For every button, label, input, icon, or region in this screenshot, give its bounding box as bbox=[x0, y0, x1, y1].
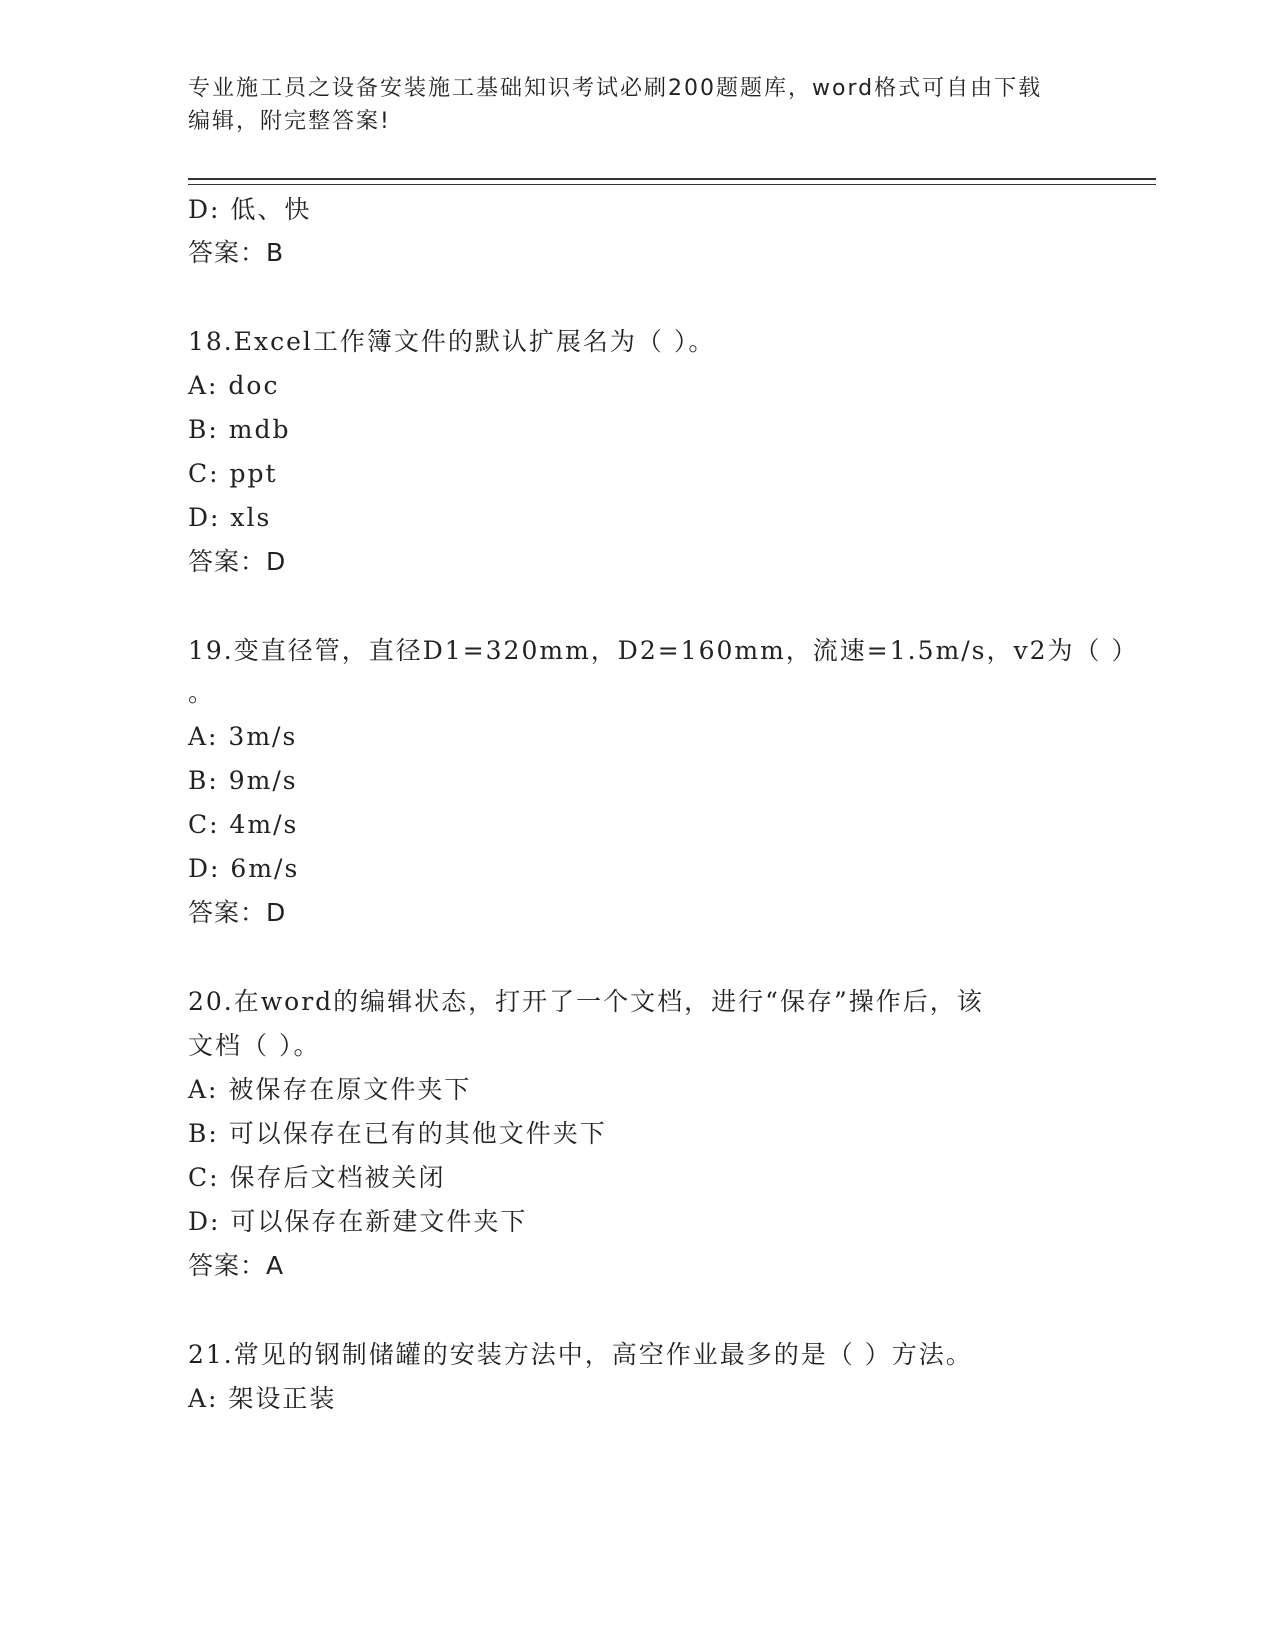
q18-question: 18.Excel工作簿文件的默认扩展名为（ ）。 bbox=[188, 327, 716, 356]
q18-option-a: A: doc bbox=[188, 371, 280, 400]
q20-question-line-1: 20.在word的编辑状态，打开了一个文档，进行“保存”操作后，该 bbox=[188, 987, 984, 1016]
q17-answer: 答案：B bbox=[188, 238, 285, 267]
q20-answer: 答案：A bbox=[188, 1251, 285, 1280]
q21-question: 21.常见的钢制储罐的安装方法中，高空作业最多的是（ ）方法。 bbox=[188, 1340, 973, 1369]
header-divider-thin bbox=[188, 184, 1156, 185]
q19-option-c: C: 4m/s bbox=[188, 810, 299, 839]
q20-question-line-2: 文档（ ）。 bbox=[188, 1031, 321, 1060]
q20-option-d: D: 可以保存在新建文件夹下 bbox=[188, 1207, 528, 1236]
q18-option-c: C: ppt bbox=[188, 459, 278, 488]
q19-question-line-2: 。 bbox=[188, 678, 216, 707]
header-title-line-2: 编辑，附完整答案! bbox=[188, 109, 391, 134]
q19-option-d: D: 6m/s bbox=[188, 854, 300, 883]
q18-option-b: B: mdb bbox=[188, 415, 291, 444]
header-divider-thick bbox=[188, 178, 1156, 180]
q18-answer: 答案：D bbox=[188, 547, 287, 576]
q21-option-a: A: 架设正装 bbox=[188, 1384, 337, 1413]
q17-option-d: D: 低、快 bbox=[188, 195, 312, 224]
q20-option-c: C: 保存后文档被关闭 bbox=[188, 1163, 446, 1192]
q20-option-a: A: 被保存在原文件夹下 bbox=[188, 1075, 472, 1104]
q19-option-b: B: 9m/s bbox=[188, 766, 298, 795]
q18-option-d: D: xls bbox=[188, 503, 272, 532]
q20-option-b: B: 可以保存在已有的其他文件夹下 bbox=[188, 1119, 607, 1148]
q19-answer: 答案：D bbox=[188, 898, 287, 927]
q19-question-line-1: 19.变直径管，直径D1=320mm，D2=160mm，流速=1.5m/s，v2为（ ） bbox=[188, 636, 1139, 665]
document-header bbox=[188, 72, 1088, 138]
q19-option-a: A: 3m/s bbox=[188, 722, 298, 751]
header-title-line-1: 专业施工员之设备安装施工基础知识考试必刷200题题库，word格式可自由下载 bbox=[188, 76, 1043, 101]
